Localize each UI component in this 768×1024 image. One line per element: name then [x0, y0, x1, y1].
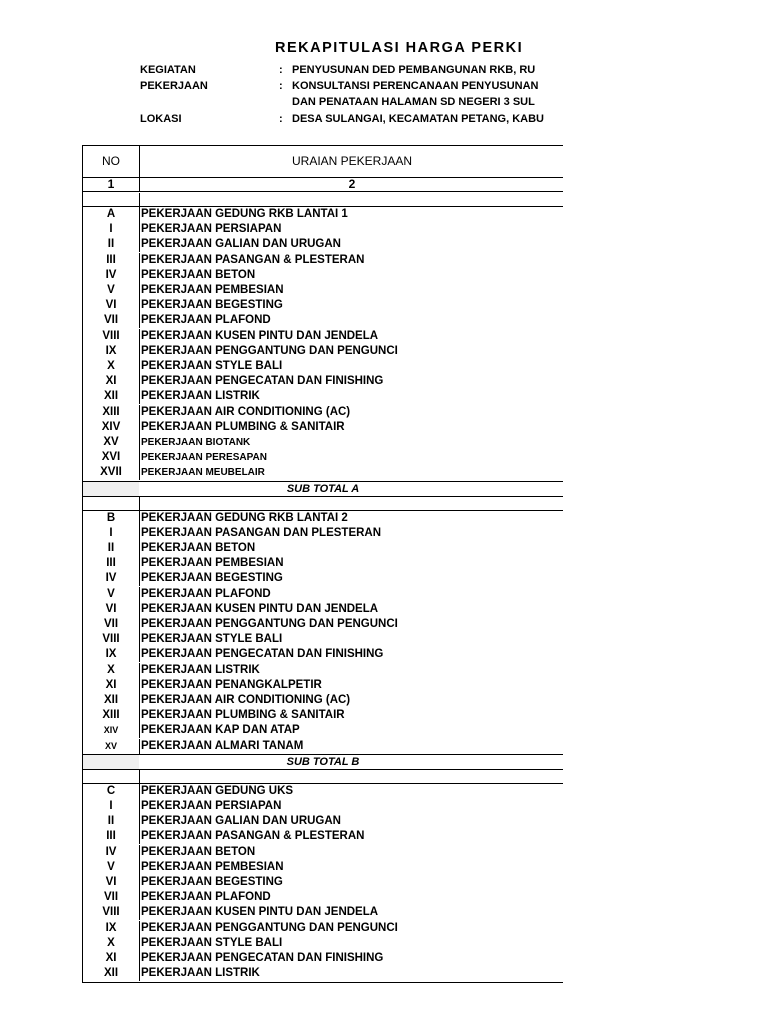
row-no: XI — [83, 374, 140, 389]
row-uraian: PEKERJAAN BEGESTING — [141, 299, 283, 312]
table-row — [83, 708, 563, 723]
row-uraian: PEKERJAAN PEMBESIAN — [141, 284, 284, 296]
table-row — [83, 541, 563, 556]
info-label: PEKERJAAN — [140, 80, 208, 92]
row-no: I — [83, 222, 140, 237]
row-uraian: PEKERJAAN PERESAPAN — [141, 452, 267, 464]
row-no: VII — [83, 890, 140, 905]
row-uraian: PEKERJAAN PEMBESIAN — [141, 860, 284, 873]
row-uraian: PEKERJAAN PASANGAN & PLESTERAN — [141, 830, 365, 843]
row-uraian: PEKERJAAN ALMARI TANAM — [141, 739, 304, 752]
table-row — [83, 936, 563, 951]
row-no: VII — [83, 617, 140, 632]
section-header-row — [83, 784, 563, 799]
table-row — [83, 905, 563, 920]
table-row — [83, 951, 563, 966]
row-uraian: PEKERJAAN KUSEN PINTU DAN JENDELA — [141, 329, 379, 342]
section-header-row — [83, 511, 563, 526]
table-row — [83, 860, 563, 875]
row-uraian: PEKERJAAN LISTRIK — [141, 967, 260, 980]
header-no: NO — [83, 146, 140, 177]
row-no: XVII — [83, 465, 140, 480]
row-uraian: PEKERJAAN PENGGANTUNG DAN PENGUNCI — [141, 618, 398, 630]
row-no: XIII — [83, 405, 140, 420]
row-uraian: PEKERJAAN PEMBESIAN — [141, 557, 284, 570]
info-value: KONSULTANSI PERENCANAAN PENYUSUNAN — [292, 80, 539, 92]
column-number-no: 1 — [83, 177, 140, 191]
row-uraian: PEKERJAAN PERSIAPAN — [141, 800, 282, 812]
row-no: XIV — [83, 723, 140, 738]
table-row — [83, 450, 563, 465]
row-no: IV — [83, 268, 140, 283]
subtotal-row — [83, 481, 563, 497]
table-row — [83, 571, 563, 586]
table-row — [83, 405, 563, 420]
row-no: II — [83, 237, 140, 252]
table-bottom-border — [83, 982, 563, 983]
row-uraian: PEKERJAAN AIR CONDITIONING (AC) — [141, 405, 351, 418]
row-uraian: PEKERJAAN PENGECATAN DAN FINISHING — [141, 648, 384, 661]
table-row — [83, 890, 563, 905]
section-code: A — [83, 207, 140, 222]
row-no: III — [83, 253, 140, 268]
row-uraian: PEKERJAAN LISTRIK — [141, 663, 260, 676]
row-no: XI — [83, 951, 140, 966]
row-uraian: PEKERJAAN BETON — [141, 845, 256, 858]
row-no: IX — [83, 344, 140, 359]
column-divider — [139, 193, 140, 206]
row-no: VIII — [83, 905, 140, 920]
row-no: V — [83, 860, 140, 875]
row-no: II — [83, 541, 140, 556]
table-row — [83, 678, 563, 693]
row-uraian: PEKERJAAN BETON — [141, 542, 256, 554]
row-no: XIV — [83, 420, 140, 435]
row-no: X — [83, 663, 140, 678]
table-row — [83, 313, 563, 328]
row-uraian: PEKERJAAN STYLE BALI — [141, 633, 283, 646]
table-row — [83, 374, 563, 389]
row-no: V — [83, 587, 140, 602]
row-no: I — [83, 526, 140, 541]
table-row — [83, 329, 563, 344]
row-no: XII — [83, 693, 140, 708]
table-row — [83, 632, 563, 647]
row-no: X — [83, 359, 140, 374]
spacer-row — [83, 497, 563, 511]
spacer-row — [83, 770, 563, 784]
row-uraian: PEKERJAAN BEGESTING — [141, 876, 283, 888]
table-row — [83, 556, 563, 571]
row-no: XIII — [83, 708, 140, 723]
table-row — [83, 875, 563, 890]
row-no: XVI — [83, 450, 140, 465]
row-no: IV — [83, 571, 140, 586]
info-label: LOKASI — [140, 113, 182, 125]
row-no: III — [83, 556, 140, 571]
table-row — [83, 799, 563, 814]
info-label: KEGIATAN — [140, 64, 196, 76]
table-row — [83, 814, 563, 829]
row-no: VI — [83, 298, 140, 313]
row-uraian: PEKERJAAN KUSEN PINTU DAN JENDELA — [141, 906, 379, 919]
row-uraian: PEKERJAAN STYLE BALI — [141, 360, 283, 372]
row-uraian: PEKERJAAN KAP DAN ATAP — [141, 724, 300, 737]
table-row — [83, 298, 563, 313]
row-uraian: PEKERJAAN PLAFOND — [141, 891, 271, 904]
subtotal-label: SUB TOTAL B — [286, 755, 360, 768]
table-row — [83, 663, 563, 678]
row-no: XI — [83, 678, 140, 693]
info-value: PENYUSUNAN DED PEMBANGUNAN RKB, RU — [292, 64, 536, 76]
subtotal-label: SUB TOTAL A — [286, 482, 360, 495]
row-no: III — [83, 829, 140, 844]
table-row — [83, 526, 563, 541]
column-divider — [139, 770, 140, 783]
table-row — [83, 739, 563, 754]
table-row — [83, 647, 563, 662]
table-row — [83, 829, 563, 844]
row-uraian: PEKERJAAN PLUMBING & SANITAIR — [141, 709, 345, 722]
table-row — [83, 222, 563, 237]
table-row — [83, 465, 563, 480]
page-title: REKAPITULASI HARGA PERKI — [275, 40, 524, 56]
row-no: X — [83, 936, 140, 951]
table-row — [83, 253, 563, 268]
table-row — [83, 344, 563, 359]
row-uraian: PEKERJAAN KUSEN PINTU DAN JENDELA — [141, 602, 379, 615]
info-value: DESA SULANGAI, KECAMATAN PETANG, KABU — [292, 113, 544, 125]
table-row — [83, 617, 563, 632]
table-row — [83, 420, 563, 435]
table-row — [83, 435, 563, 450]
row-no: XV — [83, 739, 140, 754]
section-title: PEKERJAAN GEDUNG RKB LANTAI 2 — [141, 511, 348, 524]
row-uraian: PEKERJAAN GALIAN DAN URUGAN — [141, 238, 341, 251]
row-no: XV — [83, 435, 140, 450]
row-uraian: PEKERJAAN AIR CONDITIONING (AC) — [141, 694, 351, 706]
row-no: VIII — [83, 329, 140, 344]
row-no: VI — [83, 875, 140, 890]
row-uraian: PEKERJAAN PLUMBING & SANITAIR — [141, 420, 345, 433]
row-uraian: PEKERJAAN PLAFOND — [141, 314, 271, 327]
table-row — [83, 359, 563, 374]
row-no: XII — [83, 389, 140, 404]
row-uraian: PEKERJAAN PENGGANTUNG DAN PENGUNCI — [141, 344, 398, 357]
row-uraian: PEKERJAAN BIOTANK — [141, 437, 251, 448]
section-title: PEKERJAAN GEDUNG RKB LANTAI 1 — [141, 208, 348, 220]
section-code: C — [83, 784, 140, 799]
row-no: VII — [83, 313, 140, 328]
row-uraian: PEKERJAAN PASANGAN & PLESTERAN — [141, 253, 365, 266]
row-uraian: PEKERJAAN STYLE BALI — [141, 936, 283, 949]
row-uraian: PEKERJAAN LISTRIK — [141, 390, 260, 403]
row-no: V — [83, 283, 140, 298]
table-row — [83, 921, 563, 936]
row-uraian: PEKERJAAN GALIAN DAN URUGAN — [141, 815, 341, 828]
table-row — [83, 723, 563, 738]
row-uraian: PEKERJAAN PENANGKALPETIR — [141, 678, 322, 691]
section-title: PEKERJAAN GEDUNG UKS — [141, 784, 294, 797]
subtotal-shade — [83, 482, 139, 496]
row-uraian: PEKERJAAN BEGESTING — [141, 572, 283, 585]
table-row — [83, 845, 563, 860]
row-no: IV — [83, 845, 140, 860]
row-uraian: PEKERJAAN PERSIAPAN — [141, 223, 282, 236]
row-no: I — [83, 799, 140, 814]
table-row — [83, 389, 563, 404]
row-no: VIII — [83, 632, 140, 647]
header-uraian: URAIAN PEKERJAAN — [291, 154, 413, 168]
row-no: IX — [83, 647, 140, 662]
row-uraian: PEKERJAAN PENGECATAN DAN FINISHING — [141, 375, 384, 388]
subtotal-shade — [83, 755, 139, 769]
row-uraian: PEKERJAAN PASANGAN DAN PLESTERAN — [141, 526, 382, 539]
column-numbering-row — [83, 177, 563, 192]
row-uraian: PEKERJAAN MEUBELAIR — [141, 467, 265, 479]
table-header — [83, 145, 563, 178]
info-colon: : — [279, 80, 283, 92]
row-uraian: PEKERJAAN BETON — [141, 268, 256, 281]
info-value: DAN PENATAAN HALAMAN SD NEGERI 3 SUL — [292, 96, 535, 108]
table-row — [83, 283, 563, 298]
column-number-uraian: 2 — [348, 177, 356, 191]
table-row — [83, 268, 563, 283]
row-uraian: PEKERJAAN PENGECATAN DAN FINISHING — [141, 952, 384, 964]
table-row — [83, 693, 563, 708]
row-no: VI — [83, 602, 140, 617]
column-divider — [139, 497, 140, 510]
info-colon: : — [279, 64, 283, 76]
row-no: II — [83, 814, 140, 829]
table-row — [83, 966, 563, 981]
row-no: XII — [83, 966, 140, 981]
row-uraian: PEKERJAAN PLAFOND — [141, 587, 271, 600]
rekapitulasi-table — [82, 145, 563, 983]
info-colon: : — [279, 113, 283, 125]
spacer-row — [83, 193, 563, 207]
table-row — [83, 587, 563, 602]
row-no: IX — [83, 921, 140, 936]
section-header-row — [83, 207, 563, 222]
row-uraian: PEKERJAAN PENGGANTUNG DAN PENGUNCI — [141, 921, 398, 934]
section-code: B — [83, 511, 140, 526]
table-row — [83, 237, 563, 252]
subtotal-row — [83, 754, 563, 770]
table-row — [83, 602, 563, 617]
